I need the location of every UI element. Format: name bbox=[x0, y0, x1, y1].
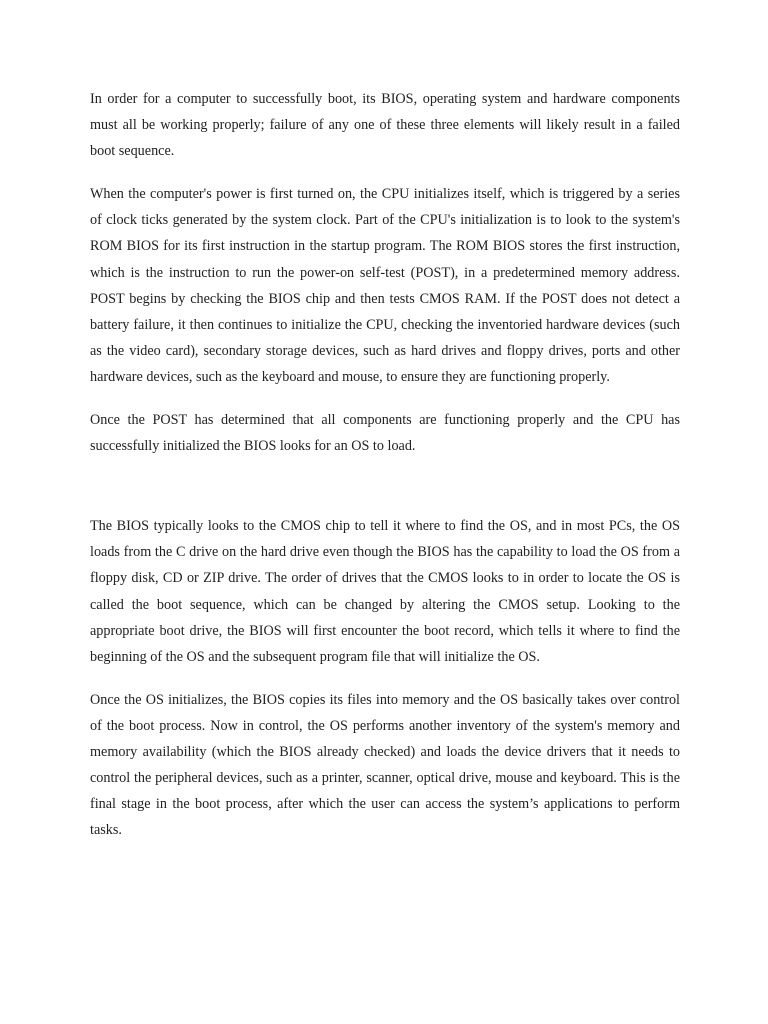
paragraph-spacer bbox=[90, 476, 680, 513]
paragraph-post-process: When the computer's power is first turned on, the CPU initializes itself, which is triggered by a series of clock ticks generated by the system clock. Part of the CPU's initialization is to look to the system's ROM BIOS for its first instruction in the startup program. The ROM BIOS stores the first instruction, which is the instruction to run the power-on self-test (POST), in a predetermined memory address. POST begins by checking the BIOS chip and then tests CMOS RAM. If the POST does not detect a battery failure, it then continues to initialize the CPU, checking the inventoried hardware devices (such as the video card), secondary storage devices, such as hard drives and floppy drives, ports and other hardware devices, such as the keyboard and mouse, to ensure they are functioning properly. bbox=[90, 186, 680, 385]
paragraph-boot-sequence: The BIOS typically looks to the CMOS chip to tell it where to find the OS, and in most PCs, the OS loads from the C drive on the hard drive even though the BIOS has the capability to load the OS from a floppy disk, CD or ZIP drive. The order of drives that the CMOS looks to in order to locate the OS is called the boot sequence, which can be changed by altering the CMOS setup. Looking to the appropriate boot drive, the BIOS will first encounter the boot record, which tells it where to find the beginning of the OS and the subsequent program file that will initialize the OS. bbox=[90, 518, 680, 665]
paragraph-os-initialization: Once the OS initializes, the BIOS copies its files into memory and the OS basically takes over control of the boot process. Now in control, the OS performs another inventory of the system's memory and memory availability (which the BIOS already checked) and loads the device drivers that it needs to control the peripheral devices, such as a printer, scanner, optical drive, mouse and keyboard. This is the final stage in the boot process, after which the user can access the system’s applications to perform tasks. bbox=[90, 691, 680, 839]
paragraph-boot-requirements: In order for a computer to successfully boot, its BIOS, operating system and hardware components must all be working properly; failure of any one of these three elements will likely result in a failed boot sequence. bbox=[90, 91, 680, 160]
paragraph-os-load: Once the POST has determined that all components are functioning properly and the CPU has successfully initialized the BIOS looks for an OS to load. bbox=[90, 412, 680, 455]
